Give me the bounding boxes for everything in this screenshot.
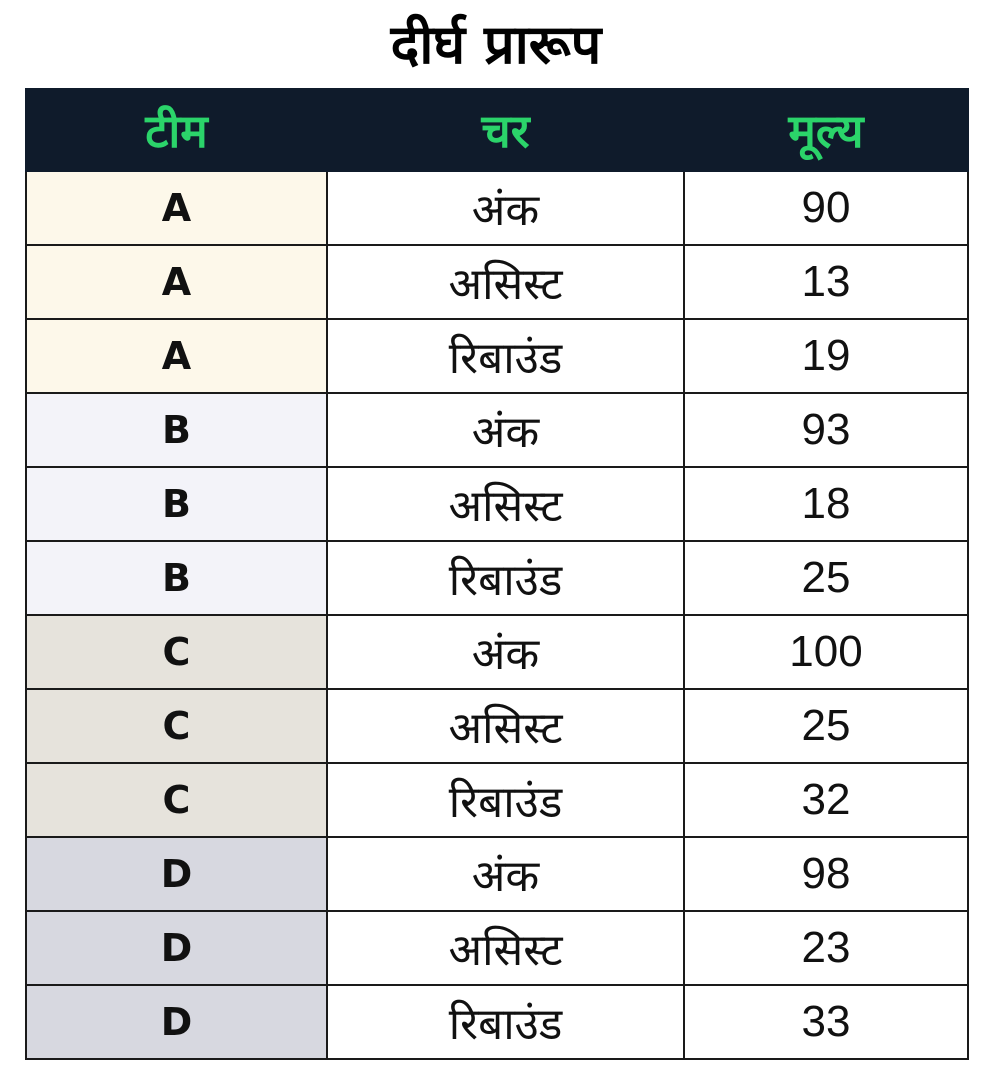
value-cell: 23 (684, 911, 968, 985)
table-row (26, 985, 968, 1059)
long-format-table (25, 88, 969, 1060)
table-row (26, 171, 968, 245)
variable-cell: रिबाउंड (327, 541, 684, 615)
variable-cell: असिस्ट (327, 245, 684, 319)
table-row (26, 615, 968, 689)
variable-cell: रिबाउंड (327, 763, 684, 837)
column-header-team: टीम (26, 89, 327, 171)
value-cell: 90 (684, 171, 968, 245)
table-row (26, 541, 968, 615)
table-row (26, 911, 968, 985)
variable-cell: असिस्ट (327, 911, 684, 985)
team-cell: C (26, 615, 327, 689)
team-cell: D (26, 837, 327, 911)
table-row (26, 245, 968, 319)
value-cell: 18 (684, 467, 968, 541)
column-header-value: मूल्य (684, 89, 968, 171)
team-cell: C (26, 689, 327, 763)
variable-cell: असिस्ट (327, 467, 684, 541)
team-cell: A (26, 319, 327, 393)
value-cell: 13 (684, 245, 968, 319)
table-row (26, 763, 968, 837)
page-title: दीर्घ प्रारूप (390, 13, 602, 76)
team-cell: B (26, 467, 327, 541)
variable-cell: अंक (327, 837, 684, 911)
variable-cell: अंक (327, 393, 684, 467)
table-row (26, 837, 968, 911)
table-row (26, 393, 968, 467)
team-cell: A (26, 245, 327, 319)
value-cell: 98 (684, 837, 968, 911)
value-cell: 100 (684, 615, 968, 689)
value-cell: 25 (684, 541, 968, 615)
team-cell: D (26, 911, 327, 985)
variable-cell: रिबाउंड (327, 319, 684, 393)
value-cell: 93 (684, 393, 968, 467)
column-header-variable: चर (327, 89, 684, 171)
value-cell: 32 (684, 763, 968, 837)
table-row (26, 319, 968, 393)
team-cell: D (26, 985, 327, 1059)
variable-cell: अंक (327, 615, 684, 689)
variable-cell: अंक (327, 171, 684, 245)
value-cell: 33 (684, 985, 968, 1059)
header-row (26, 89, 968, 171)
team-cell: C (26, 763, 327, 837)
variable-cell: रिबाउंड (327, 985, 684, 1059)
variable-cell: असिस्ट (327, 689, 684, 763)
value-cell: 25 (684, 689, 968, 763)
team-cell: B (26, 393, 327, 467)
team-cell: A (26, 171, 327, 245)
table-row (26, 689, 968, 763)
value-cell: 19 (684, 319, 968, 393)
table-row (26, 467, 968, 541)
team-cell: B (26, 541, 327, 615)
